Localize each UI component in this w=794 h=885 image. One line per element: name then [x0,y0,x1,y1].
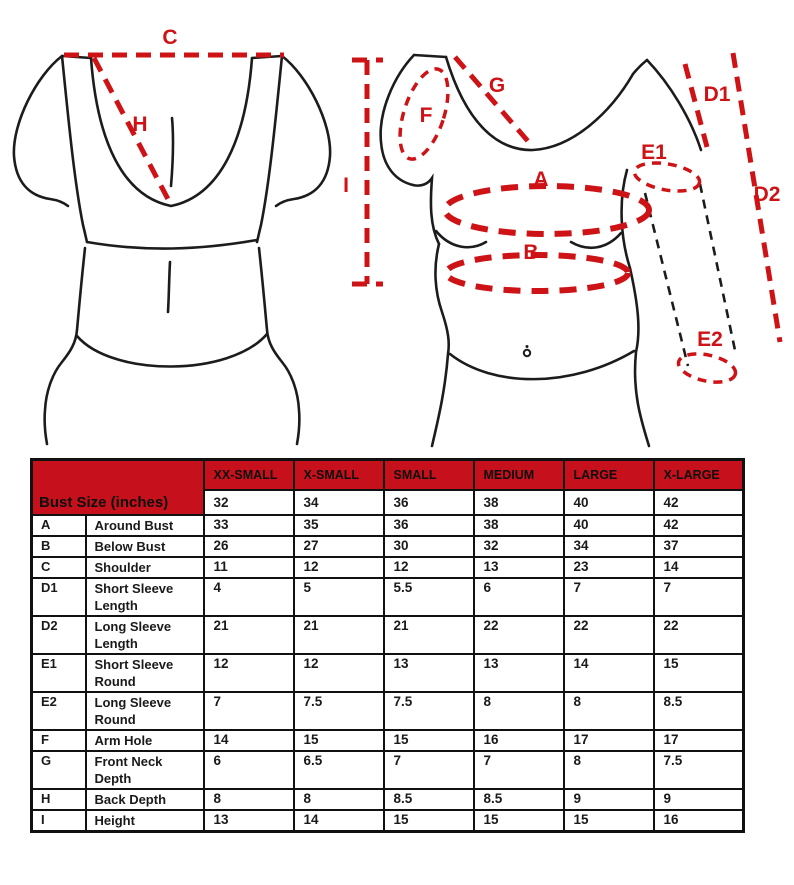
table-row [32,789,744,810]
row-label: Shoulder [86,557,204,578]
size-header-x-small: X-SMALL [294,460,384,491]
blouse-hem [87,240,257,249]
row-value: 6.5 [294,751,384,789]
right-sleeve [276,56,330,206]
navel-dot [526,345,529,348]
measurement-label-d1: D1 [703,83,731,106]
measurement-label-b: B [523,241,539,264]
row-value: 22 [654,616,744,654]
row-value: 13 [474,557,564,578]
measurement-label-i: I [343,174,349,197]
right-strap-side [257,56,282,242]
bust-size-value: 42 [654,490,744,515]
table-row [32,515,744,536]
row-value: 12 [294,654,384,692]
row-label: Short Sleeve Length [86,578,204,616]
row-value: 9 [564,789,654,810]
row-value: 33 [204,515,294,536]
size-header-row [32,460,744,491]
row-code: E2 [32,692,86,730]
right-breast-curve [571,233,621,248]
bust-size-corner-label: Bust Size (inches) [32,460,204,516]
body-front-figure [343,53,780,446]
row-value: 17 [654,730,744,751]
front-neckline [446,57,633,150]
table-row [32,751,744,789]
measurement-label-c: C [162,26,178,49]
spine-line-lower [168,262,170,312]
row-value: 11 [204,557,294,578]
row-value: 6 [474,578,564,616]
size-header-large: LARGE [564,460,654,491]
row-value: 22 [564,616,654,654]
row-value: 13 [384,654,474,692]
lower-torso-right [259,248,299,444]
bust-size-value: 38 [474,490,564,515]
front-right-neck [633,60,647,74]
row-value: 14 [294,810,384,832]
front-left-side [432,244,449,446]
spine-line-upper [171,118,173,186]
row-code: F [32,730,86,751]
row-label: Below Bust [86,536,204,557]
table-row [32,578,744,616]
measurement-label-e2: E2 [697,328,723,351]
row-value: 17 [564,730,654,751]
row-value: 15 [384,730,474,751]
row-label: Back Depth [86,789,204,810]
row-value: 14 [564,654,654,692]
measure-ellipse-e1 [632,158,702,195]
row-code: G [32,751,86,789]
row-value: 32 [474,536,564,557]
row-code: I [32,810,86,832]
row-code: D1 [32,578,86,616]
measurement-label-a: A [533,168,549,191]
row-value: 26 [204,536,294,557]
hip-curve [77,334,267,367]
row-value: 4 [204,578,294,616]
row-value: 42 [654,515,744,536]
row-value: 12 [204,654,294,692]
table-row [32,692,744,730]
row-code: C [32,557,86,578]
row-value: 15 [384,810,474,832]
row-label: Short Sleeve Round [86,654,204,692]
measurement-label-d2: D2 [753,183,781,206]
row-value: 8 [474,692,564,730]
row-label: Long Sleeve Round [86,692,204,730]
measure-ellipse-a [445,186,649,234]
row-value: 7 [564,578,654,616]
measure-line-g [455,57,533,147]
row-value: 16 [474,730,564,751]
table-row [32,730,744,751]
measurement-label-h: H [132,113,148,136]
row-value: 30 [384,536,474,557]
row-value: 8 [564,751,654,789]
row-value: 36 [384,515,474,536]
row-value: 7.5 [384,692,474,730]
row-value: 7 [204,692,294,730]
measurement-label-g: G [488,74,506,97]
row-value: 7 [384,751,474,789]
size-header-x-large: X-LARGE [654,460,744,491]
row-value: 14 [654,557,744,578]
row-value: 35 [294,515,384,536]
row-code: B [32,536,86,557]
row-value: 7 [654,578,744,616]
row-value: 13 [474,654,564,692]
row-value: 14 [204,730,294,751]
row-value: 12 [294,557,384,578]
row-value: 37 [654,536,744,557]
bust-size-value: 34 [294,490,384,515]
row-value: 15 [654,654,744,692]
size-table [30,458,745,833]
row-value: 8 [204,789,294,810]
left-breast-curve [436,231,486,247]
bust-size-value: 40 [564,490,654,515]
row-value: 22 [474,616,564,654]
bust-size-value: 32 [204,490,294,515]
row-value: 27 [294,536,384,557]
row-value: 6 [204,751,294,789]
front-left-shoulder [414,55,446,57]
row-value: 9 [654,789,744,810]
row-code: D2 [32,616,86,654]
row-label: Front Neck Depth [86,751,204,789]
row-label: Height [86,810,204,832]
row-value: 15 [294,730,384,751]
row-value: 34 [564,536,654,557]
row-value: 8.5 [654,692,744,730]
right-arm-outer [647,60,701,150]
size-header-xx-small: XX-SMALL [204,460,294,491]
row-label: Long Sleeve Length [86,616,204,654]
table-row [32,810,744,832]
row-value: 12 [384,557,474,578]
row-value: 16 [654,810,744,832]
row-value: 21 [204,616,294,654]
row-code: A [32,515,86,536]
size-table-section [30,458,794,833]
left-sleeve [14,56,68,206]
row-value: 8.5 [384,789,474,810]
table-row [32,654,744,692]
front-hip-curve [450,351,634,379]
row-value: 7.5 [294,692,384,730]
lower-torso-left [45,248,85,444]
row-value: 40 [564,515,654,536]
navel [524,350,530,356]
left-strap-side [62,56,87,242]
row-value: 23 [564,557,654,578]
row-value: 13 [204,810,294,832]
table-row [32,536,744,557]
row-value: 21 [384,616,474,654]
row-value: 8 [564,692,654,730]
row-value: 21 [294,616,384,654]
blouse-back-figure [14,26,330,444]
row-label: Around Bust [86,515,204,536]
forearm-dashed-left [645,193,688,366]
row-value: 7 [474,751,564,789]
front-right-side [622,170,649,446]
measurement-label-e1: E1 [641,141,667,164]
table-row [32,557,744,578]
front-left-sleeve [381,55,414,185]
row-code: E1 [32,654,86,692]
size-header-small: SMALL [384,460,474,491]
row-value: 5.5 [384,578,474,616]
row-value: 8 [294,789,384,810]
row-value: 15 [564,810,654,832]
size-header-medium: MEDIUM [474,460,564,491]
front-left-underarm [413,178,439,244]
table-row [32,616,744,654]
row-label: Arm Hole [86,730,204,751]
row-value: 5 [294,578,384,616]
row-value: 7.5 [654,751,744,789]
row-value: 8.5 [474,789,564,810]
row-value: 15 [474,810,564,832]
bust-size-value: 36 [384,490,474,515]
measurement-label-f: F [419,104,433,127]
row-code: H [32,789,86,810]
row-value: 38 [474,515,564,536]
